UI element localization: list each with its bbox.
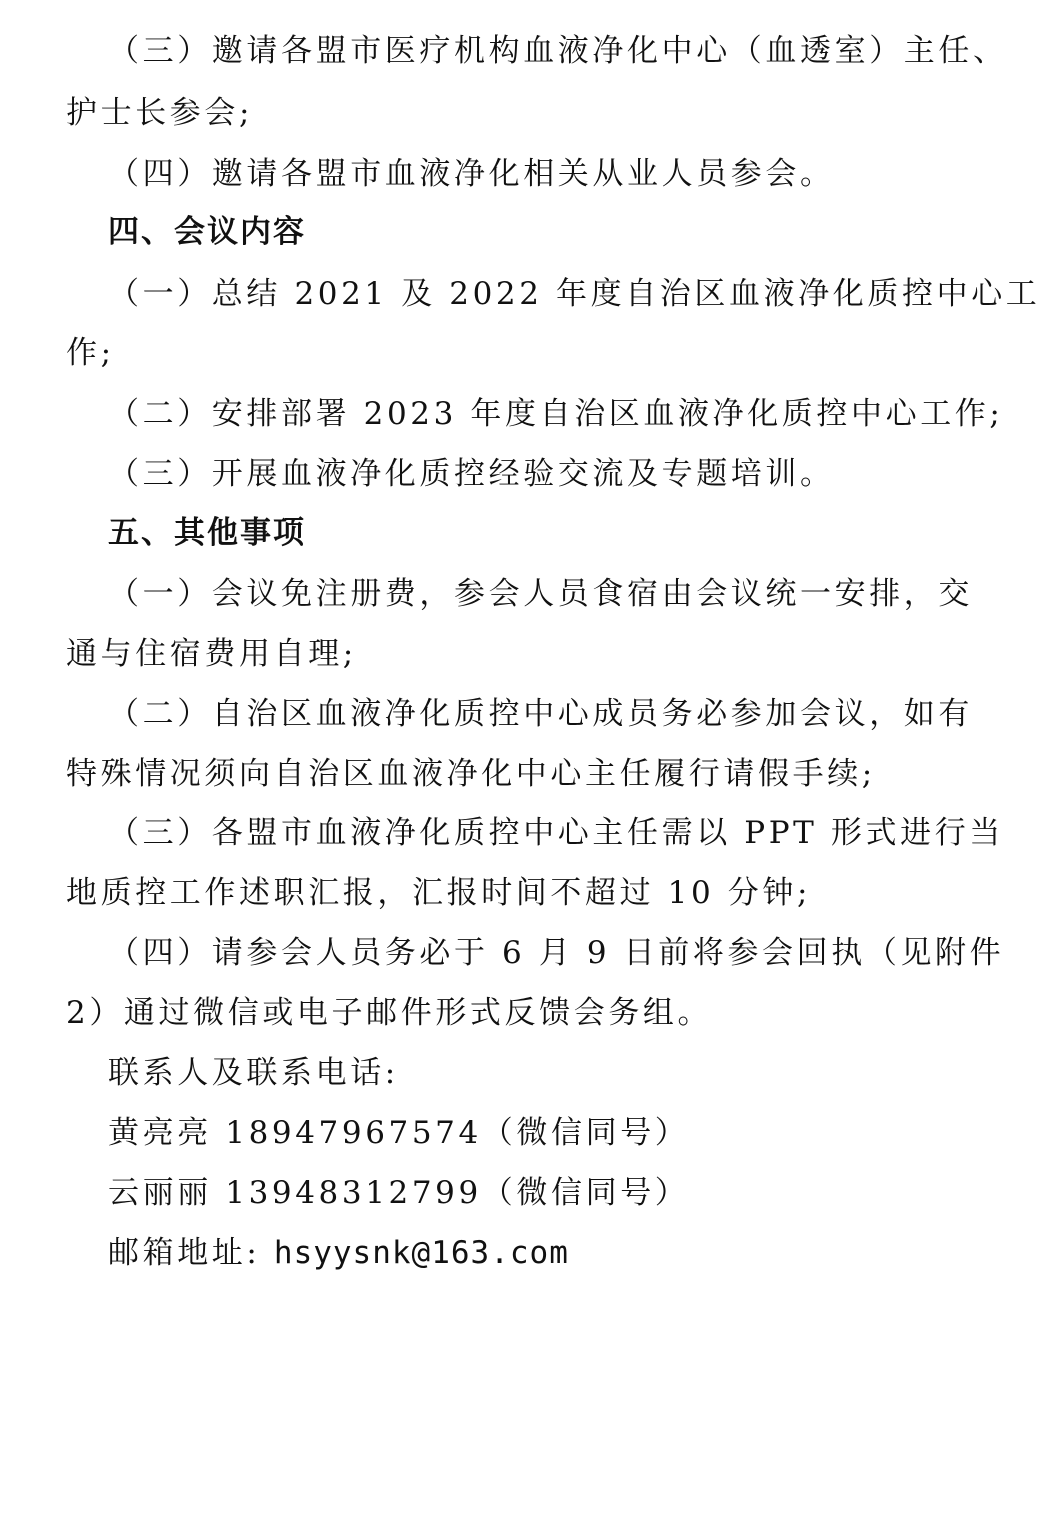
section5-item2-line1: （二）自治区血液净化质控中心成员务必参加会议，如有 — [108, 696, 973, 732]
section4-item3: （三）开展血液净化质控经验交流及专题培训。 — [108, 456, 835, 492]
contact-email-row — [108, 1235, 926, 1271]
section5-item4-line1: （四）请参会人员务必于 6 月 9 日前将参会回执（见附件 — [108, 935, 1005, 971]
contact-person-2: 云丽丽 13948312799（微信同号） — [108, 1175, 690, 1211]
contact-title: 联系人及联系电话: — [108, 1055, 399, 1091]
section3-item4: （四）邀请各盟市血液净化相关从业人员参会。 — [108, 156, 835, 192]
email-address: hsyysnk@163.com — [273, 1235, 569, 1271]
section5-item3-line2: 地质控工作述职汇报，汇报时间不超过 10 分钟; — [66, 875, 811, 911]
section4-heading: 四、会议内容 — [108, 214, 306, 250]
section4-item1-line2: 作; — [66, 335, 115, 371]
email-label: 邮箱地址: — [108, 1235, 274, 1271]
section5-heading: 五、其他事项 — [108, 515, 306, 551]
section3-item3-line1: （三）邀请各盟市医疗机构血液净化中心（血透室）主任、 — [108, 33, 1008, 69]
section5-item1-line1: （一）会议免注册费，参会人员食宿由会议统一安排，交 — [108, 576, 973, 612]
section4-item2: （二）安排部署 2023 年度自治区血液净化质控中心工作; — [108, 396, 1004, 432]
section5-item1-line2: 通与住宿费用自理; — [66, 636, 357, 672]
section3-item3-line2: 护士长参会; — [66, 95, 254, 131]
section5-item4-line2: 2）通过微信或电子邮件形式反馈会务组。 — [66, 995, 713, 1031]
section5-item2-line2: 特殊情况须向自治区血液净化中心主任履行请假手续; — [66, 756, 876, 792]
contact-person-1: 黄亮亮 18947967574（微信同号） — [108, 1115, 690, 1151]
section4-item1-line1: （一）总结 2021 及 2022 年度自治区血液净化质控中心工 — [108, 276, 1040, 312]
section5-item3-line1: （三）各盟市血液净化质控中心主任需以 PPT 形式进行当 — [108, 815, 1004, 851]
